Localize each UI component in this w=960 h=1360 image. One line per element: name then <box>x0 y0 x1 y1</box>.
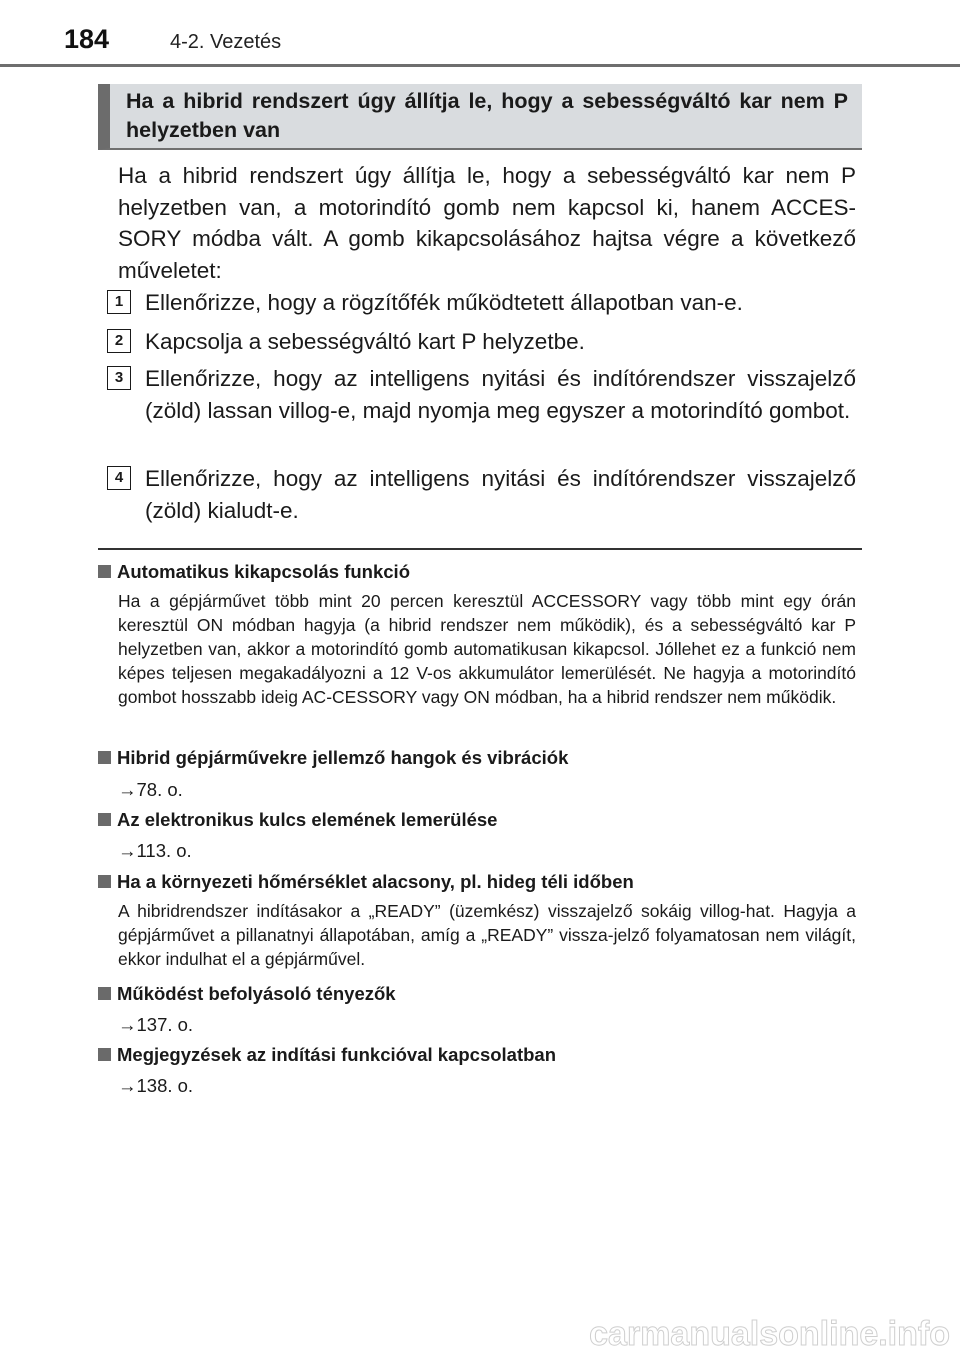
square-bullet-icon <box>98 875 111 888</box>
section-divider <box>98 548 862 550</box>
page-number: 184 <box>64 24 110 54</box>
note-heading-text: Ha a környezeti hőmérséklet alacsony, pl. hideg téli időben <box>117 871 634 892</box>
note-ref-5[interactable]: →137. o. <box>118 1014 194 1035</box>
step-4-number: 4 <box>107 466 131 490</box>
step-2-text: Kapcsolja a sebességváltó kart P helyzetbe. <box>145 329 585 354</box>
square-bullet-icon <box>98 565 111 578</box>
note-body-1: Ha a gépjárművet több mint 20 percen keresztül ACCESSORY vagy több mint egy órán keresztül ON módban hagyja (a hibrid rendszer nem működik), és a sebességváltó kar P helyzetben van, akkor a motorindító gomb automatikusan kikapcsol. Jóllehet ez a funkció nem képes teljesen megakadályozni a 12 V-os akkumulátor lemerülését. Ne hagyja a motorindító gombot hosszabb ideig AC-CESSORY vagy ON módban, ha a hibrid rendszer nem működik. <box>118 591 856 707</box>
note-heading-4 <box>98 870 860 894</box>
step-3-text: Ellenőrizze, hogy az intelligens nyitási és indítórendszer visszajelző (zöld) lassan villog-e, majd nyomja meg egyszer a motorindító gombot. <box>145 366 856 423</box>
note-heading-text: Automatikus kikapcsolás funkció <box>117 561 411 582</box>
note-heading-2 <box>98 746 860 770</box>
step-2-number: 2 <box>107 329 131 353</box>
square-bullet-icon <box>98 751 111 764</box>
note-heading-5 <box>98 982 860 1006</box>
square-bullet-icon <box>98 987 111 1000</box>
section-title: 4-2. Vezetés <box>170 31 282 53</box>
box-title: Ha a hibrid rendszert úgy állítja le, hogy a sebességváltó kar nem P helyzetben van <box>126 89 848 142</box>
intro-paragraph: Ha a hibrid rendszert úgy állítja le, hogy a sebességváltó kar nem P helyzetben van, a motorindító gomb nem kapcsol ki, hanem ACCES-SORY módba vált. A gomb kikapcsolásához hajtsa végre a következő műveletet: <box>118 163 856 283</box>
note-heading-1 <box>98 560 860 584</box>
note-heading-text: Az elektronikus kulcs elemének lemerülése <box>117 809 498 830</box>
note-heading-text: Megjegyzések az indítási funkcióval kapcsolatban <box>117 1044 557 1065</box>
step-4-text: Ellenőrizze, hogy az intelligens nyitási és indítórendszer visszajelző (zöld) kialudt-e. <box>145 466 856 523</box>
square-bullet-icon <box>98 813 111 826</box>
note-ref-2[interactable]: →78. o. <box>118 779 183 800</box>
header-rule <box>0 64 960 67</box>
note-heading-6 <box>98 1043 860 1067</box>
note-ref-3[interactable]: →113. o. <box>118 840 192 861</box>
step-1-text: Ellenőrizze, hogy a rögzítőfék működtetett állapotban van-e. <box>145 290 743 315</box>
step-3-number: 3 <box>107 366 131 390</box>
note-heading-text: Működést befolyásoló tényezők <box>117 983 396 1004</box>
note-heading-3 <box>98 808 860 832</box>
note-ref-6[interactable]: →138. o. <box>118 1075 194 1096</box>
watermark-text: carmanualsonline.info <box>589 1315 950 1353</box>
step-1-number: 1 <box>107 290 131 314</box>
note-heading-text: Hibrid gépjárművekre jellemző hangok és vibrációk <box>117 747 569 768</box>
square-bullet-icon <box>98 1048 111 1061</box>
title-box <box>98 84 862 150</box>
note-body-4: A hibridrendszer indításakor a „READY” (üzemkész) visszajelző sokáig villog-hat. Hagyja a gépjárművet a pillanatnyi állapotában, amíg a „READY” vissza-jelző folyamatosan nem világít, ekkor indulhat el a gépjárművel. <box>118 901 856 969</box>
